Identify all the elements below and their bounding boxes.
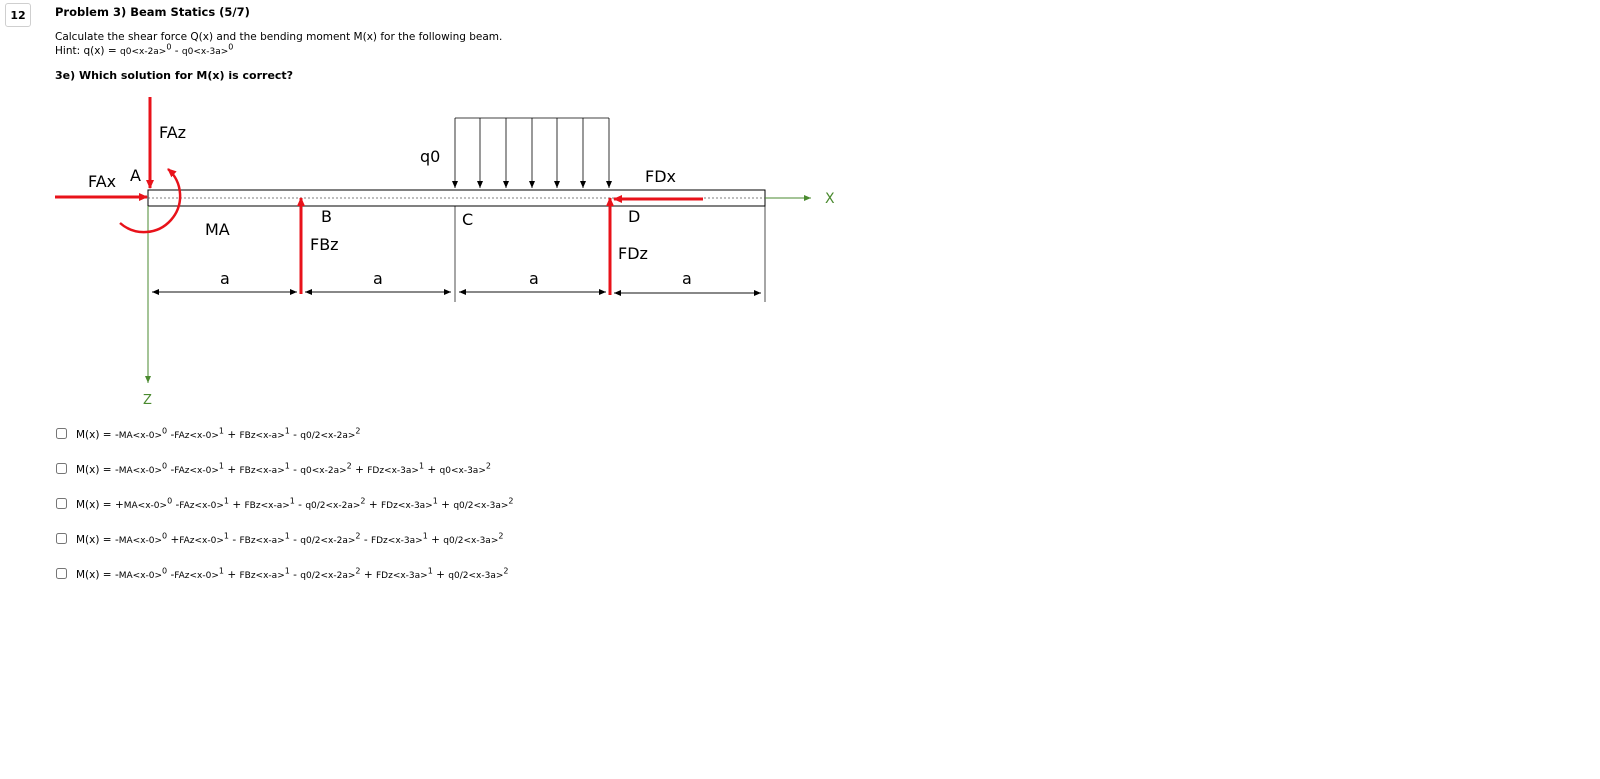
equation-text: - (229, 534, 240, 546)
equation-text: + (432, 569, 449, 581)
equation-exponent: 2 (508, 496, 514, 506)
equation-term: FAz<x-0> (179, 501, 224, 511)
equation-text: + (365, 499, 381, 511)
equation-term: FDz<x-3a> (370, 536, 423, 546)
equation-text: + (229, 499, 245, 511)
equation-term: FBz<x-a> (239, 466, 285, 476)
equation-exponent: 0 (167, 496, 173, 506)
equation-exponent: 1 (432, 496, 438, 506)
equation-term: FAz<x-0> (174, 431, 219, 441)
question-number: 12 (5, 3, 31, 27)
option-3-checkbox[interactable] (56, 498, 67, 509)
hint-minus: - (171, 45, 182, 57)
equation-term: FDz<x-3a> (381, 501, 433, 511)
equation-exponent: 1 (284, 566, 290, 576)
equation-term: q0<x-2a> (300, 466, 347, 476)
problem-description (55, 30, 502, 59)
equation-term: FAz<x-0> (174, 571, 219, 581)
hint-term-1: q0<x-2a> (120, 47, 167, 57)
equation-text: - (289, 464, 301, 476)
equation-text: + (224, 429, 240, 441)
equation-exponent: 2 (355, 426, 361, 436)
equation-text: - (167, 569, 175, 581)
equation-text: + (437, 499, 454, 511)
dimension-a-2: a (373, 269, 383, 288)
option-4-checkbox[interactable] (56, 533, 67, 544)
option-1-label (76, 426, 361, 441)
equation-text: + (224, 464, 240, 476)
hint-prefix: Hint: q(x) = (55, 45, 121, 57)
equation-exponent: 1 (422, 531, 428, 541)
equation-term: MA<x-0> (118, 431, 163, 441)
dimension-a-1: a (220, 269, 230, 288)
equation-exponent: 0 (162, 531, 168, 541)
z-axis-label: Z (143, 393, 152, 408)
equation-exponent: 0 (162, 566, 168, 576)
answer-options (56, 428, 514, 603)
equation-text: + (224, 569, 240, 581)
equation-exponent: 1 (223, 496, 230, 506)
point-D-label: D (628, 207, 641, 226)
FAx-label: FAx (88, 172, 117, 191)
equation-exponent: 2 (485, 461, 491, 471)
option-3-label (76, 496, 514, 511)
equation-term: q0/2<x-2a> (300, 431, 356, 441)
hint-term-2: q0<x-3a> (181, 47, 229, 57)
x-axis-label: X (825, 191, 835, 207)
option-1-checkbox[interactable] (56, 428, 67, 439)
option-5-label (76, 566, 509, 581)
equation-term: FBz<x-a> (239, 536, 285, 546)
equation-text: M(x) = + (76, 499, 124, 511)
equation-text: - (167, 464, 175, 476)
equation-text: - (360, 534, 371, 546)
equation-exponent: 2 (503, 566, 509, 576)
dimension-lines (152, 292, 761, 293)
equation-text: - (167, 429, 175, 441)
option-5-checkbox[interactable] (56, 568, 67, 579)
equation-exponent: 1 (284, 531, 290, 541)
equation-text: - (289, 534, 301, 546)
problem-title: Problem 3) Beam Statics (5/7) (55, 5, 250, 19)
equation-text: - (294, 499, 306, 511)
equation-text: M(x) = - (76, 464, 119, 476)
dimension-a-4: a (682, 269, 692, 288)
q0-label: q0 (420, 147, 441, 166)
dimension-a-3: a (529, 269, 539, 288)
equation-text: M(x) = - (76, 429, 119, 441)
equation-term: q0<x-3a> (439, 466, 486, 476)
equation-text: + (427, 534, 444, 546)
FDx-label: FDx (645, 167, 676, 186)
equation-term: MA<x-0> (118, 571, 163, 581)
point-A-label: A (130, 166, 141, 185)
equation-exponent: 1 (284, 461, 290, 471)
equation-term: MA<x-0> (118, 536, 163, 546)
equation-exponent: 0 (162, 426, 168, 436)
equation-term: FBz<x-a> (239, 431, 285, 441)
equation-exponent: 1 (223, 531, 229, 541)
beam-diagram (50, 85, 850, 415)
equation-exponent: 0 (162, 461, 168, 471)
equation-text: + (424, 464, 440, 476)
equation-exponent: 1 (218, 461, 224, 471)
option-2-checkbox[interactable] (56, 463, 67, 474)
equation-term: FAz<x-0> (174, 466, 219, 476)
equation-term: q0/2<x-3a> (453, 501, 509, 511)
option-3[interactable] (56, 498, 514, 533)
equation-exponent: 1 (289, 496, 295, 506)
equation-text: + (360, 569, 376, 581)
FAz-label: FAz (159, 123, 187, 142)
equation-term: q0/2<x-3a> (448, 571, 504, 581)
equation-term: FAz<x-0> (179, 536, 224, 546)
equation-text: + (167, 534, 180, 546)
option-1[interactable] (56, 428, 514, 463)
equation-term: MA<x-0> (123, 501, 168, 511)
FBz-label: FBz (310, 235, 339, 254)
hint-exp-1: 0 (166, 42, 172, 52)
equation-text: - (289, 429, 301, 441)
equation-exponent: 1 (284, 426, 290, 436)
equation-exponent: 1 (418, 461, 425, 471)
equation-text: - (289, 569, 301, 581)
equation-term: q0/2<x-3a> (443, 536, 499, 546)
option-5[interactable] (56, 568, 514, 603)
equation-term: FBz<x-a> (244, 501, 290, 511)
equation-text: M(x) = - (76, 569, 119, 581)
equation-text: + (351, 464, 368, 476)
equation-term: FDz<x-3a> (375, 571, 428, 581)
hint-exp-2: 0 (228, 42, 234, 52)
option-4[interactable] (56, 533, 514, 568)
equation-term: q0/2<x-2a> (305, 501, 361, 511)
equation-term: q0/2<x-2a> (300, 536, 356, 546)
equation-term: q0/2<x-2a> (300, 571, 356, 581)
point-B-label: B (321, 207, 332, 226)
equation-exponent: 1 (218, 566, 224, 576)
distributed-load (455, 118, 609, 188)
question-text: 3e) Which solution for M(x) is correct? (55, 69, 294, 82)
equation-text: M(x) = - (76, 534, 119, 546)
option-2[interactable] (56, 463, 514, 498)
equation-exponent: 1 (218, 426, 224, 436)
hint-text (55, 44, 502, 59)
description-text: Calculate the shear force Q(x) and the bending moment M(x) for the following beam. (55, 31, 503, 43)
equation-text: - (172, 499, 180, 511)
point-C-label: C (462, 210, 474, 229)
equation-exponent: 2 (355, 566, 361, 576)
option-2-label (76, 461, 491, 476)
option-4-label (76, 531, 504, 546)
equation-exponent: 2 (355, 531, 361, 541)
equation-term: MA<x-0> (118, 466, 163, 476)
equation-term: FBz<x-a> (239, 571, 285, 581)
equation-exponent: 2 (346, 461, 352, 471)
equation-exponent: 1 (427, 566, 433, 576)
equation-term: FDz<x-3a> (367, 466, 419, 476)
MA-label: MA (205, 220, 230, 239)
FDz-label: FDz (618, 244, 648, 263)
equation-exponent: 2 (498, 531, 504, 541)
equation-exponent: 2 (360, 496, 366, 506)
